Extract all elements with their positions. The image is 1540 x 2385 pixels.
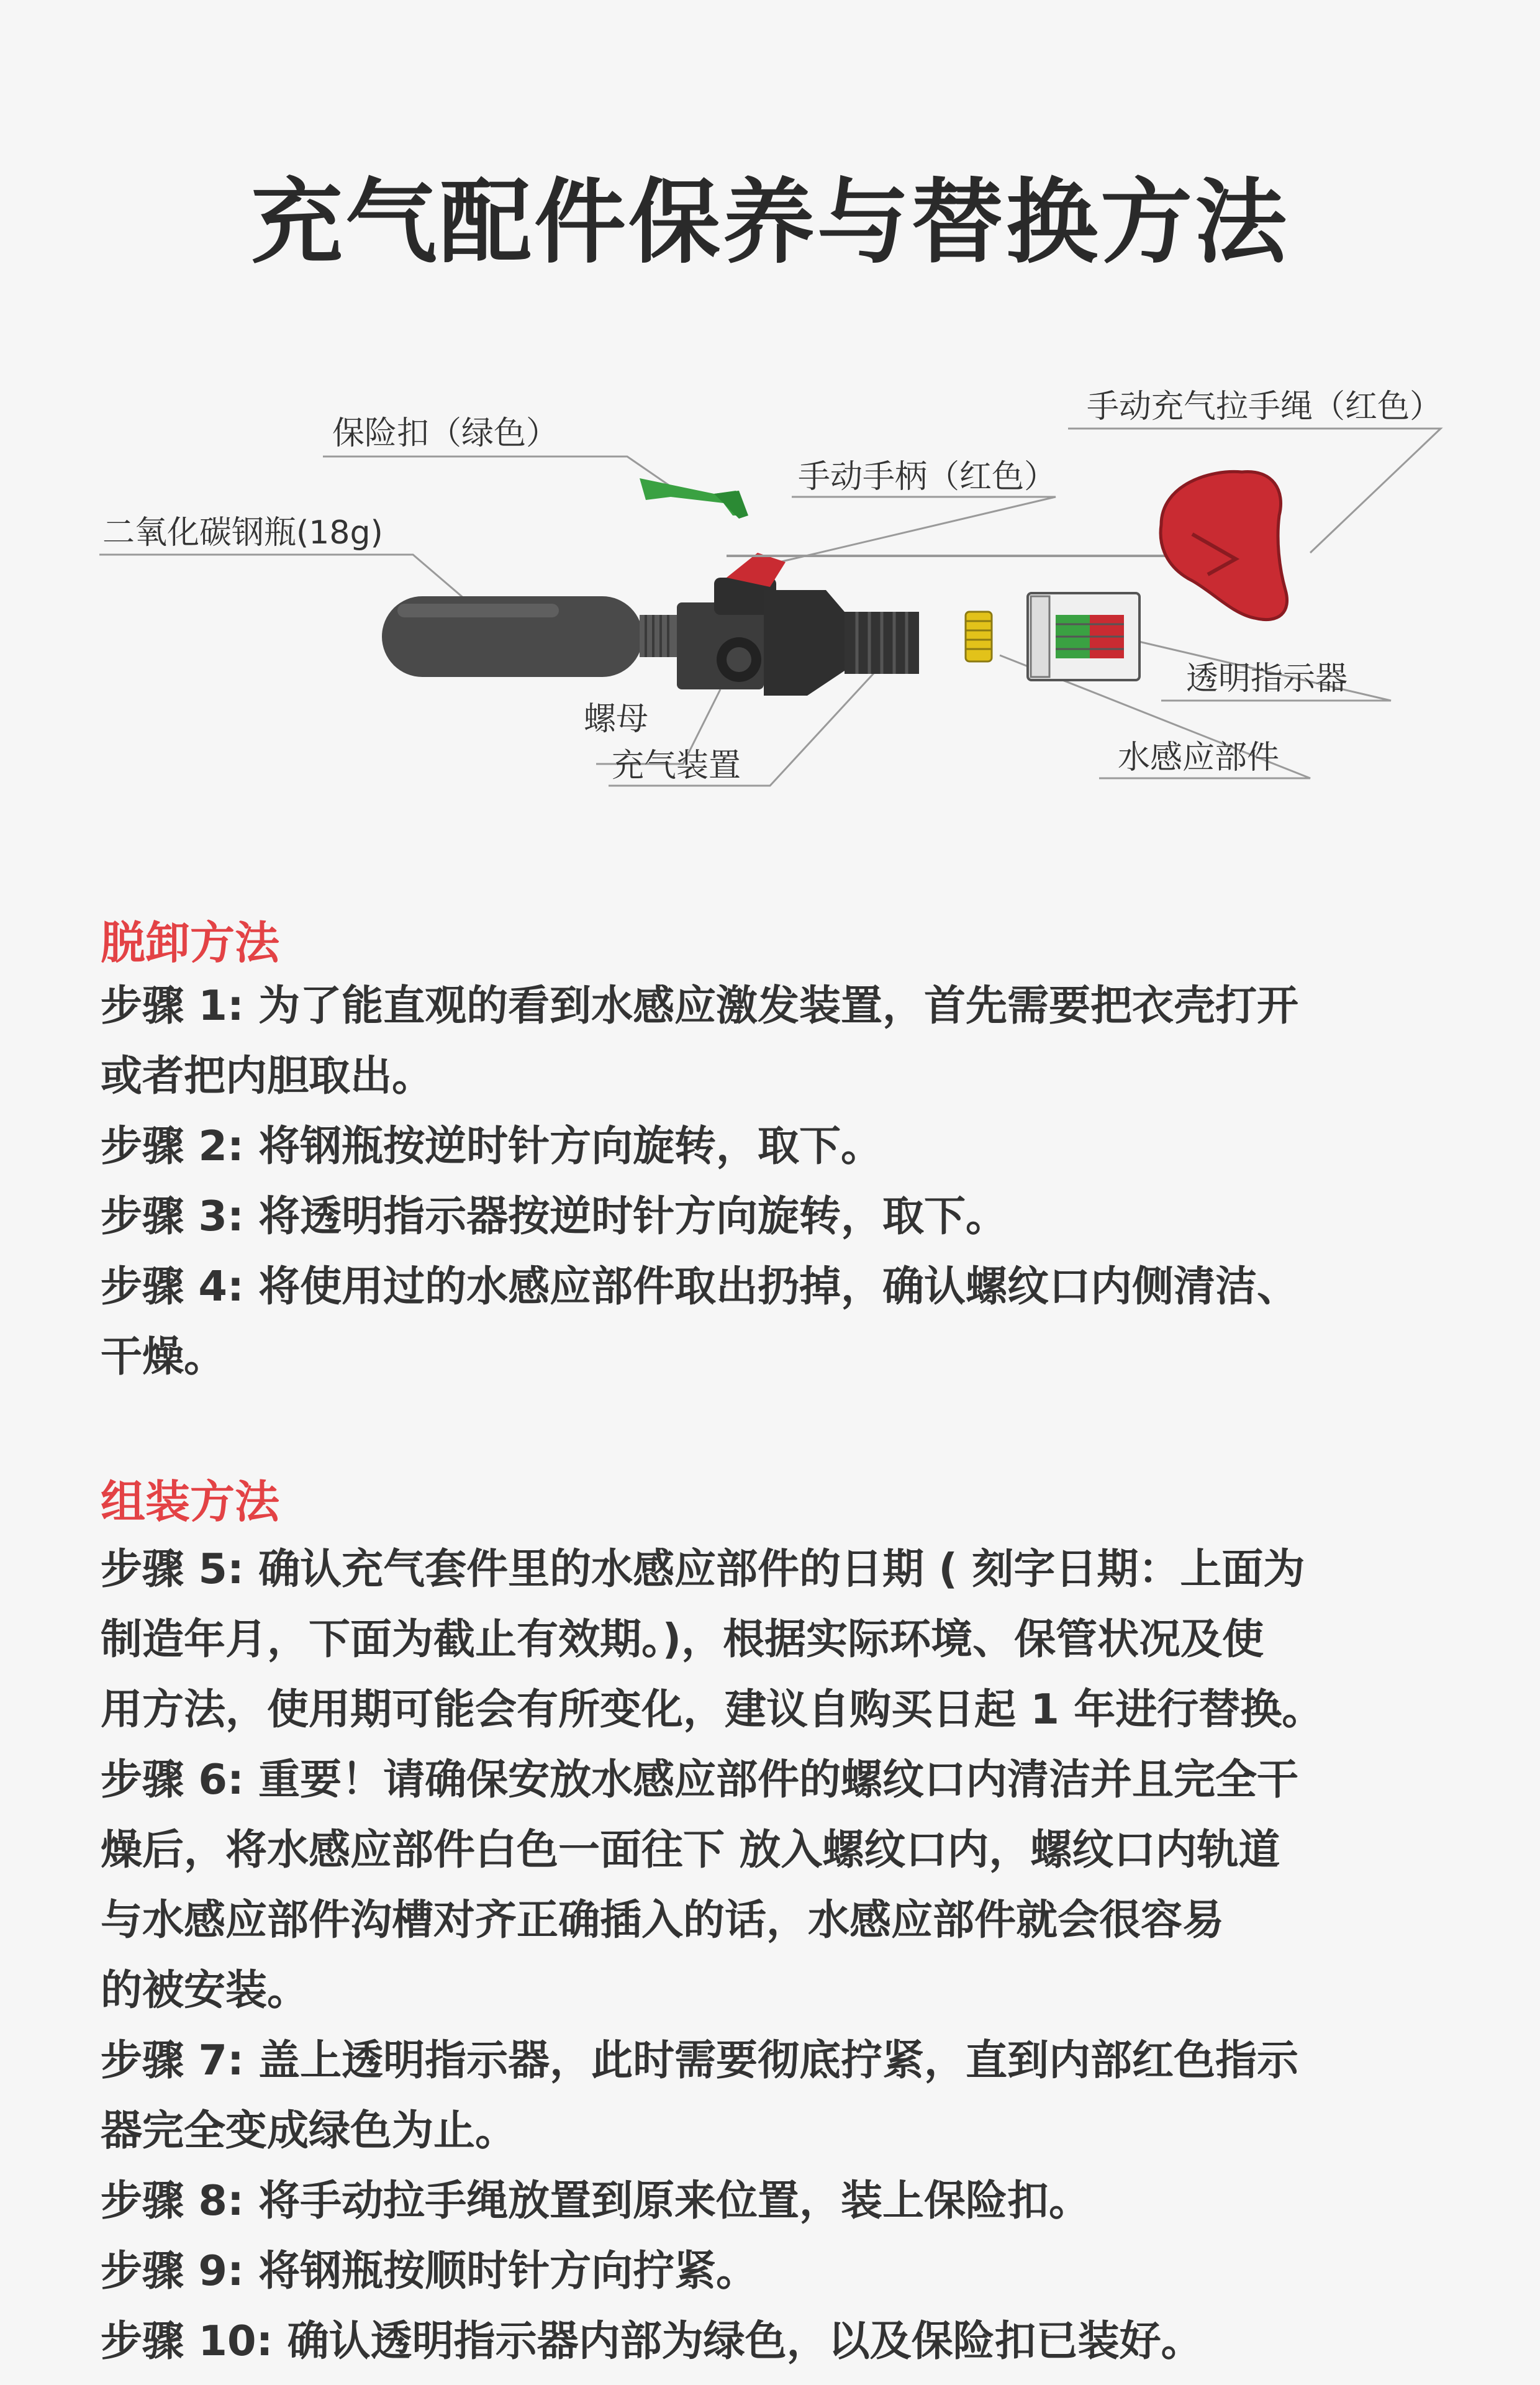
- removal-line: 步骤 2: 将钢瓶按逆时针方向旋转，取下。: [101, 1122, 883, 1170]
- co2-cylinder: [382, 596, 677, 677]
- assembly-line: 器完全变成绿色为止。: [101, 2106, 517, 2155]
- assembly-line: 用方法，使用期可能会有所变化，建议自购买日起 1 年进行替换。: [101, 1685, 1324, 1733]
- transparent-indicator: [1028, 593, 1139, 680]
- yellow-cap: [966, 612, 992, 661]
- assembly-line: 燥后，将水感应部件白色一面往下 放入螺纹口内，螺纹口内轨道: [101, 1825, 1280, 1874]
- removal-line: 步骤 1: 为了能直观的看到水感应激发装置，首先需要把衣壳打开: [101, 981, 1299, 1030]
- label-pull-cord: 手动充气拉手绳（红色）: [1087, 388, 1443, 425]
- page-title: 充气配件保养与替换方法: [251, 169, 1289, 276]
- label-water-sensor: 水感应部件: [1118, 739, 1280, 776]
- removal-line: 干燥。: [101, 1332, 225, 1381]
- label-inflator: 充气装置: [612, 747, 741, 784]
- removal-heading: 脱卸方法: [101, 917, 280, 969]
- assembly-line: 步骤 9: 将钢瓶按顺时针方向拧紧。: [101, 2246, 758, 2295]
- assembly-line: 步骤 8: 将手动拉手绳放置到原来位置，装上保险扣。: [101, 2176, 1091, 2225]
- assembly-line: 步骤 5: 确认充气套件里的水感应部件的日期 ( 刻字日期：上面为: [101, 1545, 1305, 1593]
- removal-line: 步骤 3: 将透明指示器按逆时针方向旋转，取下。: [101, 1192, 1008, 1240]
- assembly-line: 步骤 6: 重要！请确保安放水感应部件的螺纹口内清洁并且完全干: [101, 1755, 1299, 1804]
- inflator-parts-diagram: [0, 348, 1540, 820]
- assembly-line: 与水感应部件沟槽对齐正确插入的话，水感应部件就会很容易: [101, 1896, 1224, 1944]
- safety-clip-green: [640, 478, 748, 519]
- assembly-steps: [101, 1534, 1442, 2376]
- label-indicator: 透明指示器: [1186, 660, 1348, 697]
- label-safety-clip: 保险扣（绿色）: [332, 415, 559, 452]
- assembly-line: 步骤 10: 确认透明指示器内部为绿色，以及保险扣已装好。: [101, 2317, 1203, 2365]
- assembly-line: 的被安装。: [101, 1966, 309, 2014]
- label-co2-cylinder: 二氧化碳钢瓶(18g): [102, 514, 383, 552]
- inflator-body: [677, 578, 919, 696]
- label-nut: 螺母: [584, 701, 649, 738]
- removal-steps: [101, 971, 1442, 1392]
- pull-handle-red: [1161, 471, 1287, 619]
- removal-line: 步骤 4: 将使用过的水感应部件取出扔掉，确认螺纹口内侧清洁、: [101, 1262, 1299, 1311]
- removal-line: 或者把内胆取出。: [101, 1052, 433, 1100]
- assembly-heading: 组装方法: [101, 1476, 280, 1528]
- assembly-line: 步骤 7: 盖上透明指示器，此时需要彻底拧紧，直到内部红色指示: [101, 2036, 1299, 2084]
- label-manual-handle: 手动手柄（红色）: [798, 458, 1057, 496]
- assembly-line: 制造年月，下面为截止有效期。)，根据实际环境、保管状况及使: [101, 1615, 1264, 1663]
